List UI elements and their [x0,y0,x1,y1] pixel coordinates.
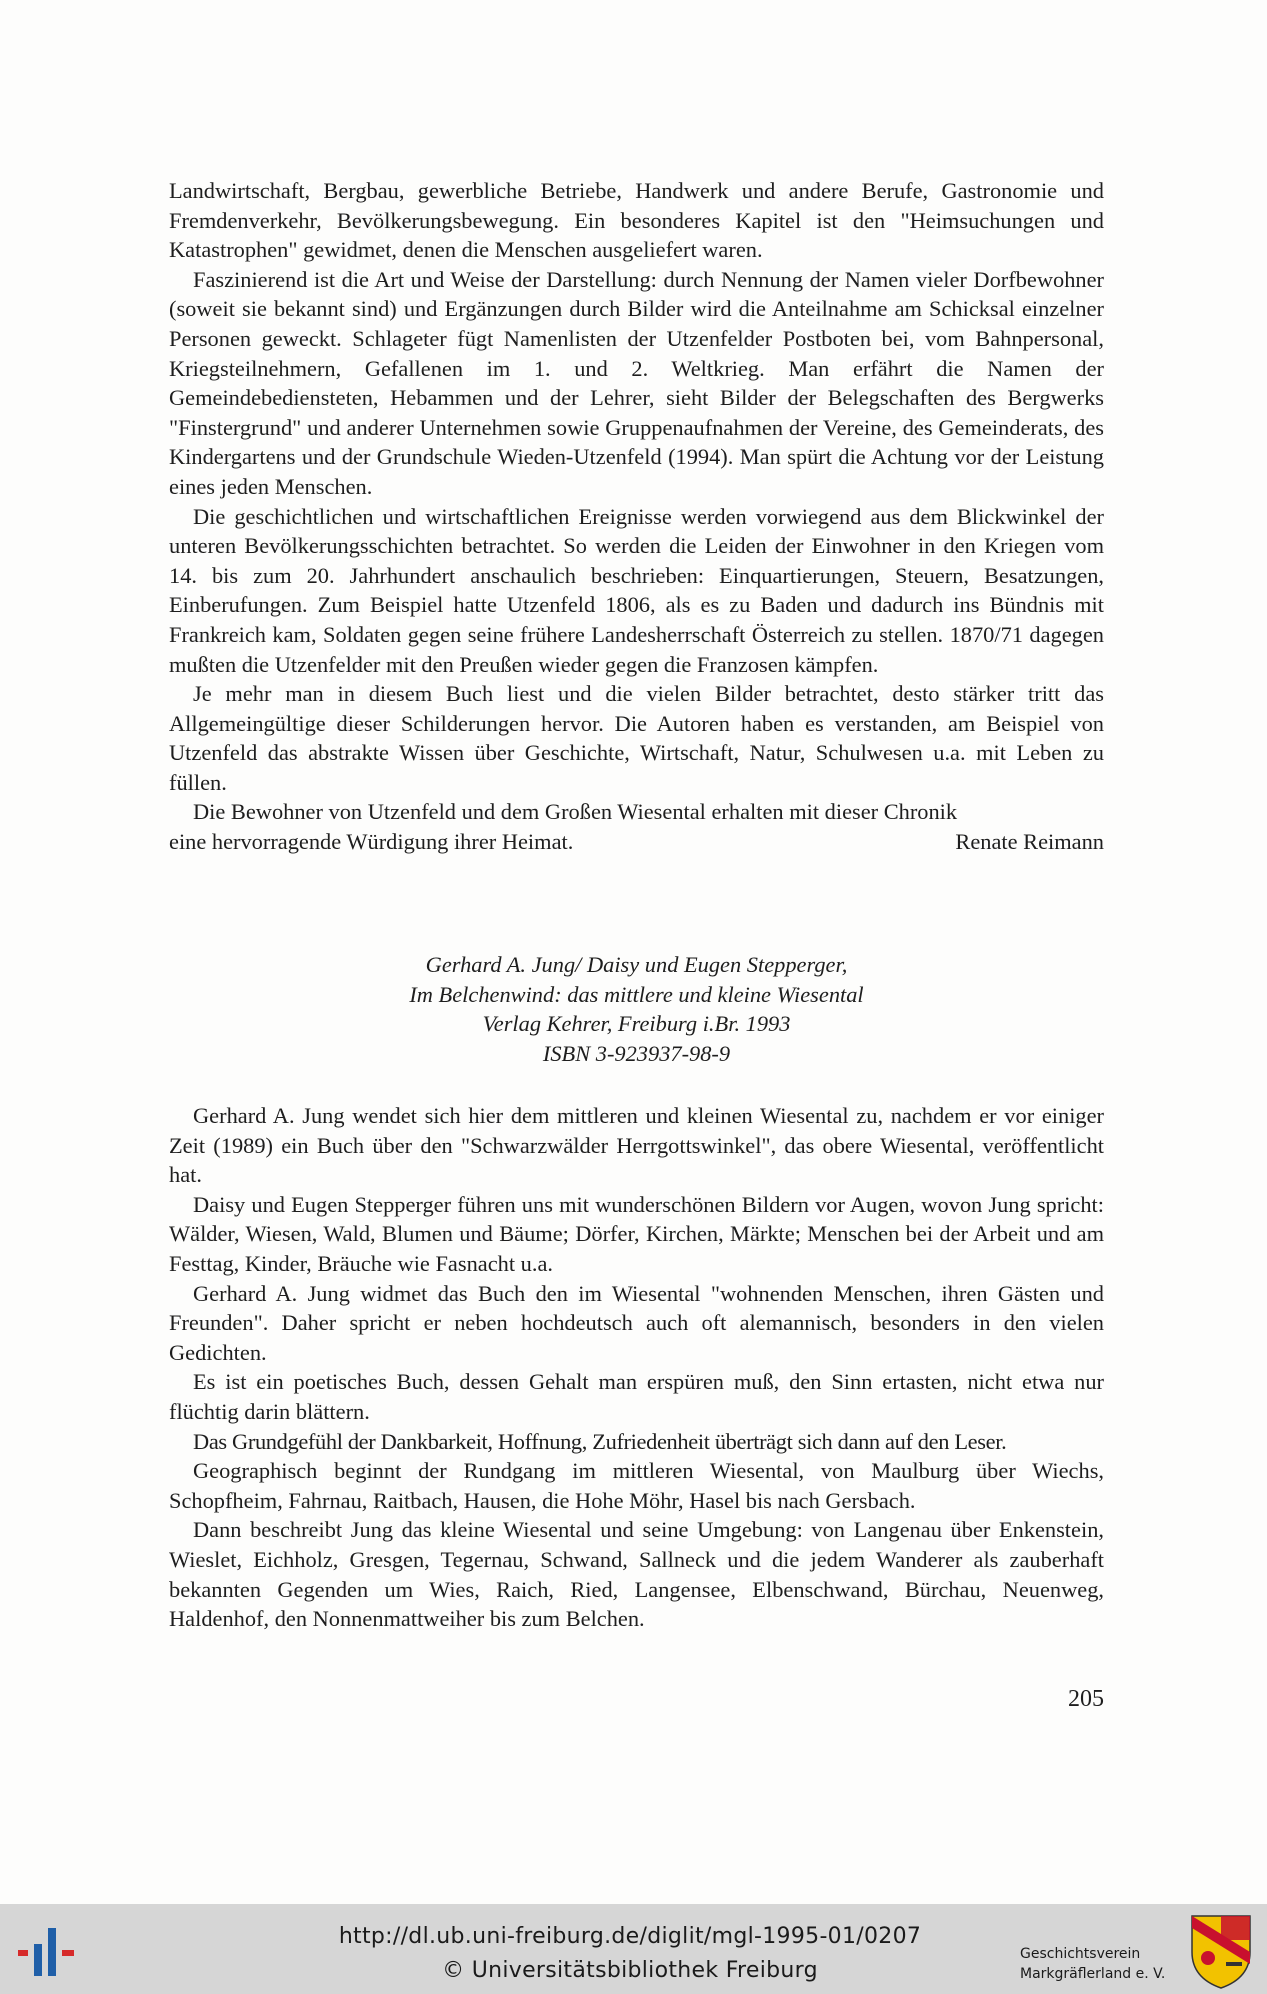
org-name-line2: Markgräflerland e. V. [1020,1966,1166,1982]
paragraph: Daisy und Eugen Stepperger führen uns mit wunderschönen Bildern vor Augen, wovon Jung spricht: Wälder, Wiesen, Wald, Blumen und Bäume; Dörfer, Kirchen, Märkte; Menschen bei der Arbeit und am Festtag, Kinder, Bräuche wie Fasnacht u.a. [169,1191,1104,1276]
book-citation [169,950,1104,1068]
paragraph: Geographisch beginnt der Rundgang im mittleren Wiesental, von Maulburg über Wiechs, Schopfheim, Fahrnau, Raitbach, Hausen, die Hohe Möhr, Hasel bis nach Gersbach. [169,1458,1104,1513]
paragraph: Es ist ein poetisches Buch, dessen Gehalt man erspüren muß, den Sinn ertasten, nicht etwa nur flüchtig darin blättern. [169,1369,1104,1424]
page-number: 205 [1068,1686,1104,1712]
footer-url-link[interactable]: http://dl.ub.uni-freiburg.de/diglit/mgl-1995-01/0207 [338,1924,922,1949]
paragraph: Die geschichtlichen und wirtschaftlichen Ereignisse werden vorwiegend aus dem Blickwinkel der unteren Bevölkerungsschichten betrachtet. So werden die Leiden der Einwohner in den Kriegen vom 14. bis zum 20. Jahrhundert anschaulich beschrieben: Einquartierungen, Steuern, Besatzungen, Einberufungen. Zum Beispiel hatte Utzenfeld 1806, als es zu Baden und dadurch ins Bündnis mit Frankreich kam, Soldaten gegen seine frühere Landesherrschaft Österreich zu stellen. 1870/71 dagegen mußten die Utzenfelder mit den Preußen wieder gegen die Franzosen kämpfen. [169,503,1104,677]
citation-isbn: ISBN 3-923937-98-9 [542,1040,731,1066]
footer-organization [1020,1944,1165,1984]
paragraph: Faszinierend ist die Art und Weise der Darstellung: durch Nennung der Namen vieler Dorfbewohner (soweit sie bekannt sind) und Ergänzungen durch Bilder wird die Anteilnahme am Schicksal einzelner Personen geweckt. Schlageter fügt Namenlisten der Utzenfelder Postboten bei, vom Bahnpersonal, Kriegsteilnehmern, Gefallenen im 1. und 2. Weltkrieg. Man erfährt die Namen der Gemeindebediensteten, Hebammen und der Lehrer, sieht Bilder der Belegschaften des Bergwerks "Finstergrund" und anderer Unternehmen sowie Gruppenaufnahmen der Vereine, des Gemeinderats, des Kindergartens und der Grundschule Wieden-Utzenfeld (1994). Man spürt die Achtung vor der Leistung eines jeden Menschen. [169,266,1104,499]
paragraph: Das Grundgefühl der Dankbarkeit, Hoffnung, Zufriedenheit überträgt sich dann auf den Leser. [193,1428,1007,1454]
footer-copyright: © Universitätsbibliothek Freiburg [442,1958,818,1983]
paragraph: Je mehr man in diesem Buch liest und die vielen Bilder betrachtet, desto stärker tritt das Allgemeingültige dieser Schilderungen hervor. Die Autoren haben es verstanden, am Beispiel von Utzenfeld das abstrakte Wissen über Geschichte, Wirtschaft, Natur, Schulwesen u.a. mit Leben zu füllen. [169,681,1104,795]
citation-publisher: Verlag Kehrer, Freiburg i.Br. 1993 [482,1011,791,1037]
review-renate-reimann [169,176,1104,857]
citation-title: Im Belchenwind: das mittlere und kleine Wiesental [409,981,864,1007]
closing-text: eine hervorragende Würdigung ihrer Heimat. [169,829,574,855]
paragraph: Gerhard A. Jung wendet sich hier dem mittleren und kleinen Wiesental zu, nachdem er vor einiger Zeit (1989) ein Buch über den "Schwarzwälder Herrgottswinkel", das obere Wiesental, veröffentlicht hat. [169,1103,1104,1188]
paragraph: Landwirtschaft, Bergbau, gewerbliche Betriebe, Handwerk und andere Berufe, Gastronomie und Fremdenverkehr, Bevölkerungsbewegung. Ein besonderes Kapitel ist den "Heimsuchungen und Katastrophen" gewidmet, denen die Menschen ausgeliefert waren. [169,178,1104,263]
citation-authors: Gerhard A. Jung/ Daisy und Eugen Stepperger, [425,952,848,977]
coat-of-arms-icon [1188,1912,1254,1990]
paragraph: Gerhard A. Jung widmet das Buch den im Wiesental "wohnenden Menschen, ihren Gästen und Freunden". Daher spricht er neben hochdeutsch auch oft alemannisch, besonders in den vielen Gedichten. [169,1280,1104,1365]
paragraph: Dann beschreibt Jung das kleine Wiesental und seine Umgebung: von Langenau über Enkenstein, Wieslet, Eichholz, Gresgen, Tegernau, Schwand, Sallneck und die jedem Wanderer als zauberhaft bekannten Gegenden um Wies, Raich, Ried, Langensee, Elbenschwand, Bürchau, Neuenweg, Haldenhof, den Nonnenmattweiher bis zum Belchen. [169,1517,1104,1632]
org-name-line1: Geschichtsverein [1020,1946,1141,1962]
closing-signature-line [169,827,1104,857]
ub-freiburg-logo-icon[interactable] [14,1924,78,1980]
review-im-belchenwind [169,1101,1104,1634]
closing-paragraph-line: Die Bewohner von Utzenfeld und dem Großen Wiesental erhalten mit dieser Chronik [193,799,958,825]
footer-bar [0,1904,1267,1994]
reviewer-name: Renate Reimann [955,829,1104,855]
